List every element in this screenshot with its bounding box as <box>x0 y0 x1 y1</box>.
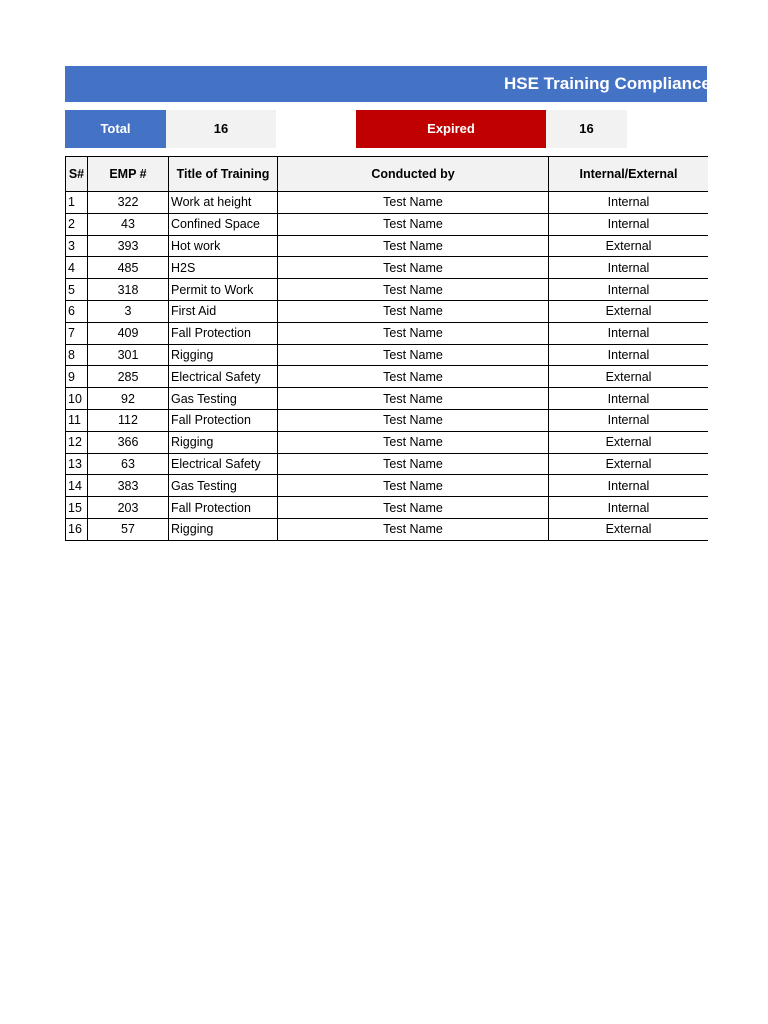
table-row <box>66 453 709 475</box>
cell-conducted-by: Test Name <box>278 518 549 540</box>
cell-sn: 4 <box>66 257 88 279</box>
cell-title: Rigging <box>169 431 278 453</box>
cell-sn: 14 <box>66 475 88 497</box>
table-row <box>66 431 709 453</box>
cell-emp: 43 <box>88 213 169 235</box>
cell-title: Fall Protection <box>169 497 278 519</box>
cell-internal-external: Internal <box>549 344 709 366</box>
cell-sn: 8 <box>66 344 88 366</box>
cell-conducted-by: Test Name <box>278 300 549 322</box>
cell-sn: 13 <box>66 453 88 475</box>
cell-emp: 57 <box>88 518 169 540</box>
cell-conducted-by: Test Name <box>278 409 549 431</box>
table-row <box>66 213 709 235</box>
training-table <box>65 156 708 541</box>
cell-conducted-by: Test Name <box>278 192 549 214</box>
column-header-sn: S# <box>66 157 88 192</box>
cell-conducted-by: Test Name <box>278 257 549 279</box>
table-row <box>66 300 709 322</box>
cell-emp: 3 <box>88 300 169 322</box>
cell-conducted-by: Test Name <box>278 497 549 519</box>
expired-label: Expired <box>356 110 546 148</box>
cell-emp: 63 <box>88 453 169 475</box>
cell-internal-external: Internal <box>549 388 709 410</box>
cell-title: Permit to Work <box>169 279 278 301</box>
total-label: Total <box>65 110 166 148</box>
cell-sn: 9 <box>66 366 88 388</box>
cell-internal-external: External <box>549 431 709 453</box>
cell-conducted-by: Test Name <box>278 388 549 410</box>
cell-title: Work at height <box>169 192 278 214</box>
cell-sn: 12 <box>66 431 88 453</box>
table-row <box>66 475 709 497</box>
cell-sn: 15 <box>66 497 88 519</box>
expired-value: 16 <box>546 110 627 148</box>
cell-conducted-by: Test Name <box>278 366 549 388</box>
training-table-container <box>65 156 678 543</box>
cell-sn: 1 <box>66 192 88 214</box>
cell-title: Hot work <box>169 235 278 257</box>
table-row <box>66 409 709 431</box>
table-row <box>66 257 709 279</box>
cell-emp: 285 <box>88 366 169 388</box>
cell-conducted-by: Test Name <box>278 279 549 301</box>
cell-internal-external: External <box>549 518 709 540</box>
cell-emp: 203 <box>88 497 169 519</box>
table-row <box>66 235 709 257</box>
cell-internal-external: Internal <box>549 279 709 301</box>
cell-title: H2S <box>169 257 278 279</box>
cell-title: Electrical Safety <box>169 453 278 475</box>
cell-emp: 92 <box>88 388 169 410</box>
cell-sn: 6 <box>66 300 88 322</box>
cell-title: Confined Space <box>169 213 278 235</box>
cell-emp: 301 <box>88 344 169 366</box>
page-title: HSE Training Compliance <box>504 74 711 93</box>
column-header-internal-external: Internal/External <box>549 157 709 192</box>
cell-sn: 2 <box>66 213 88 235</box>
cell-internal-external: Internal <box>549 213 709 235</box>
cell-internal-external: Internal <box>549 322 709 344</box>
cell-conducted-by: Test Name <box>278 431 549 453</box>
cell-internal-external: Internal <box>549 497 709 519</box>
cell-sn: 10 <box>66 388 88 410</box>
cell-internal-external: Internal <box>549 192 709 214</box>
table-row <box>66 497 709 519</box>
cell-conducted-by: Test Name <box>278 322 549 344</box>
cell-internal-external: External <box>549 235 709 257</box>
cell-title: Gas Testing <box>169 475 278 497</box>
table-header-row <box>66 157 709 192</box>
cell-emp: 318 <box>88 279 169 301</box>
cell-title: Fall Protection <box>169 322 278 344</box>
table-body <box>66 192 709 541</box>
cell-internal-external: External <box>549 366 709 388</box>
table-row <box>66 518 709 540</box>
cell-title: Rigging <box>169 344 278 366</box>
cell-conducted-by: Test Name <box>278 235 549 257</box>
table-row <box>66 279 709 301</box>
table-row <box>66 192 709 214</box>
cell-emp: 409 <box>88 322 169 344</box>
cell-emp: 393 <box>88 235 169 257</box>
table-row <box>66 344 709 366</box>
cell-emp: 322 <box>88 192 169 214</box>
cell-conducted-by: Test Name <box>278 213 549 235</box>
cell-title: First Aid <box>169 300 278 322</box>
cell-sn: 3 <box>66 235 88 257</box>
total-value: 16 <box>166 110 276 148</box>
cell-emp: 112 <box>88 409 169 431</box>
cell-internal-external: External <box>549 453 709 475</box>
cell-internal-external: External <box>549 300 709 322</box>
column-header-emp: EMP # <box>88 157 169 192</box>
cell-emp: 366 <box>88 431 169 453</box>
title-bar <box>65 66 711 102</box>
cell-sn: 16 <box>66 518 88 540</box>
cell-sn: 5 <box>66 279 88 301</box>
column-header-conducted-by: Conducted by <box>278 157 549 192</box>
table-row <box>66 388 709 410</box>
cell-title: Fall Protection <box>169 409 278 431</box>
cell-sn: 11 <box>66 409 88 431</box>
cell-internal-external: Internal <box>549 257 709 279</box>
cell-internal-external: Internal <box>549 475 709 497</box>
cell-conducted-by: Test Name <box>278 344 549 366</box>
table-row <box>66 322 709 344</box>
table-row <box>66 366 709 388</box>
cell-emp: 485 <box>88 257 169 279</box>
cell-conducted-by: Test Name <box>278 475 549 497</box>
cell-title: Rigging <box>169 518 278 540</box>
cell-title: Gas Testing <box>169 388 278 410</box>
cell-internal-external: Internal <box>549 409 709 431</box>
cell-conducted-by: Test Name <box>278 453 549 475</box>
cell-sn: 7 <box>66 322 88 344</box>
cell-title: Electrical Safety <box>169 366 278 388</box>
column-header-title: Title of Training <box>169 157 278 192</box>
cell-emp: 383 <box>88 475 169 497</box>
